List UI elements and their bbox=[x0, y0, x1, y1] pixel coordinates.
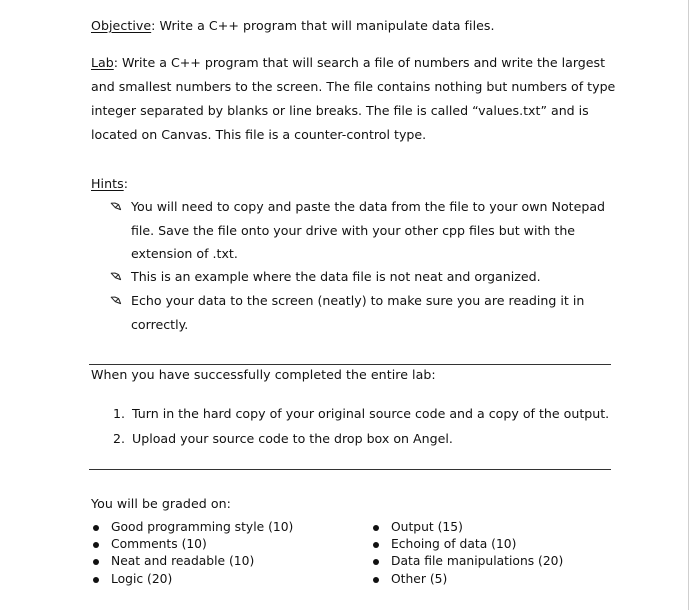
bullet-icon bbox=[373, 525, 379, 531]
bullet-icon bbox=[373, 577, 379, 583]
grading-item: Other (5) bbox=[371, 571, 563, 588]
grading-item: Good programming style (10) bbox=[91, 519, 293, 536]
bullet-icon bbox=[373, 559, 379, 565]
completion-step: 1. Turn in the hard copy of your original source code and a copy of the output. bbox=[113, 406, 610, 421]
grading-heading: You will be graded on: bbox=[91, 496, 231, 511]
grading-list-left bbox=[91, 519, 293, 588]
divider bbox=[89, 469, 611, 470]
objective-text: : Write a C++ program that will manipulate data files. bbox=[151, 18, 495, 33]
document-page: Objective: Write a C++ program that will manipulate data files. Lab: Write a C++ program that will search a file of numbers and write the largest and smallest numbers to the screen. The file contains nothing but numbers of type integer separated by blanks or line breaks. The file is called “values.txt” and is located on Canvas. This file is a counter-control type. Hints: You will need to copy and paste the data from the file to your own Notepad file. Save the file onto your drive with your other cpp files but with the extension of .txt. This is an example where the data file is not neat and organized. Echo your data to the screen (neatly) to make sure you are reading it in correctly. When you have successfully completed the entire lab: 1. Turn in the hard copy of your original source code and a copy of the output. 2. Upload your source code to the drop box on Angel. You will be graded on: Good programming style (10) Comments (10) Neat and readable (10) Logic (20) Output (15) Echoing of data (10) Data file manipulations (20) Other (5) bbox=[0, 0, 700, 610]
bullet-icon bbox=[93, 542, 99, 548]
lab-paragraph bbox=[91, 51, 616, 147]
hints-heading: Hints: bbox=[91, 176, 128, 191]
lab-line-4: located on Canvas. This file is a counter-control type. bbox=[91, 127, 427, 142]
lab-label: Lab bbox=[91, 55, 114, 70]
objective-label: Objective bbox=[91, 18, 152, 33]
arrow-bullet-icon bbox=[110, 270, 122, 282]
bullet-icon bbox=[93, 577, 99, 583]
grading-item: Comments (10) bbox=[91, 536, 293, 553]
grading-item: Logic (20) bbox=[91, 571, 293, 588]
bullet-icon bbox=[373, 542, 379, 548]
divider bbox=[89, 364, 611, 365]
lab-line-3: integer separated by blanks or line breaks. The file is called “values.txt” and is bbox=[91, 103, 589, 118]
grading-item: Data file manipulations (20) bbox=[371, 553, 563, 570]
objective-line bbox=[91, 18, 495, 34]
lab-line-1: Lab: Write a C++ program that will search a file of numbers and write the largest bbox=[91, 55, 606, 70]
grading-item: Echoing of data (10) bbox=[371, 536, 563, 553]
lab-line-2: and smallest numbers to the screen. The file contains nothing but numbers of type bbox=[91, 79, 616, 94]
grading-item: Neat and readable (10) bbox=[91, 553, 293, 570]
arrow-bullet-icon bbox=[110, 200, 122, 212]
arrow-bullet-icon bbox=[110, 294, 122, 306]
completion-step: 2. Upload your source code to the drop box on Angel. bbox=[113, 431, 453, 446]
completion-heading: When you have successfully completed the entire lab: bbox=[91, 367, 436, 382]
grading-list-right bbox=[371, 519, 563, 588]
bullet-icon bbox=[93, 525, 99, 531]
bullet-icon bbox=[93, 559, 99, 565]
hints-label: Hints bbox=[91, 176, 124, 191]
grading-item: Output (15) bbox=[371, 519, 563, 536]
page-edge bbox=[688, 0, 689, 610]
